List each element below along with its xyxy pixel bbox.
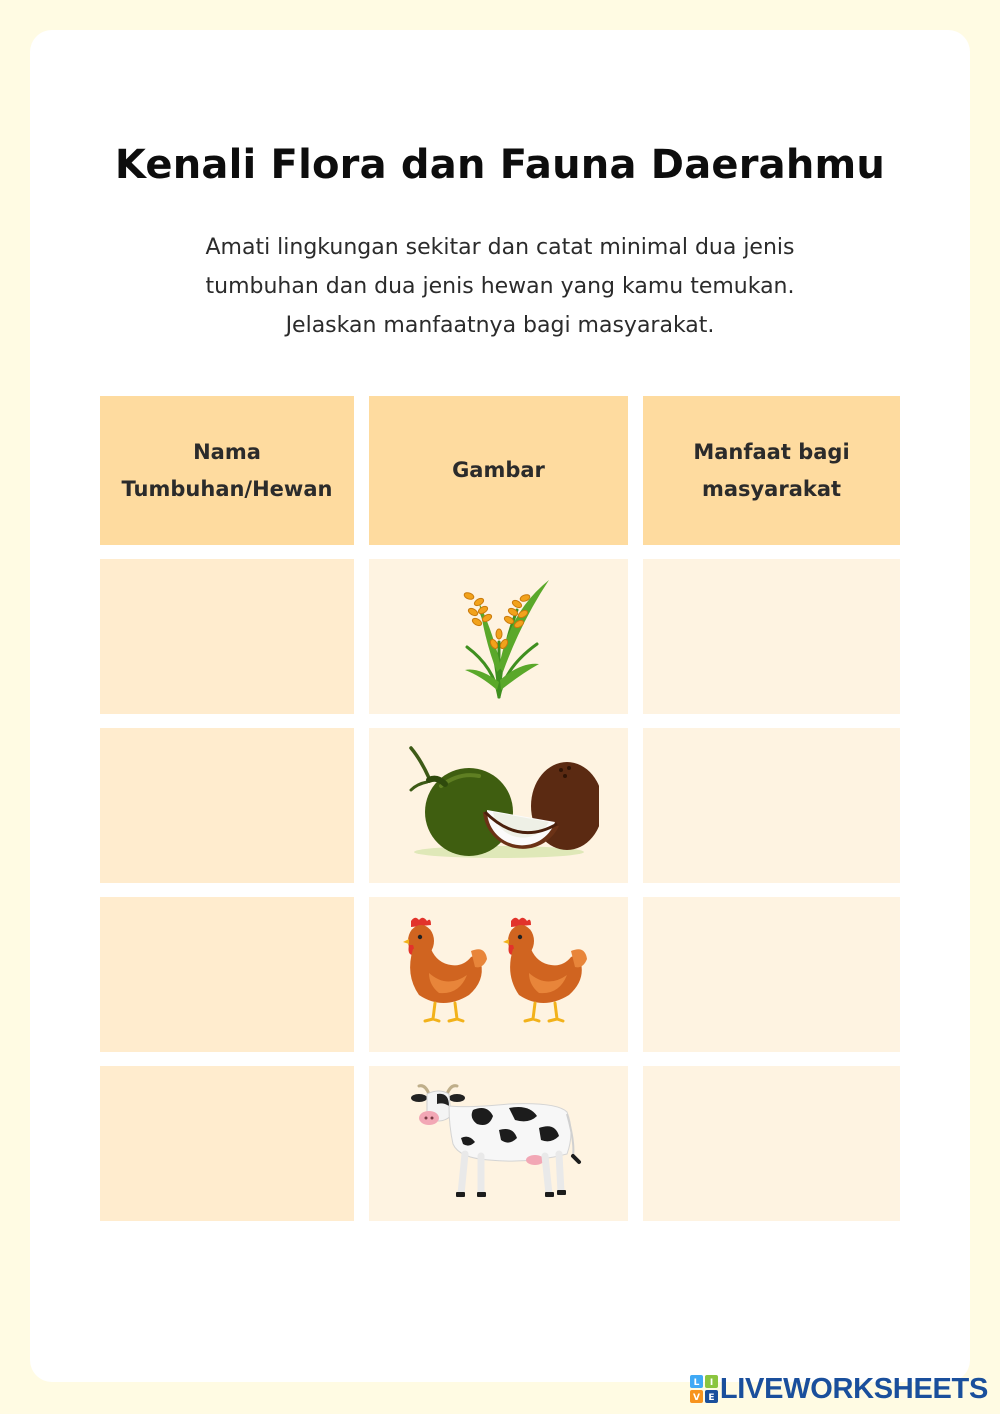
cow-icon (409, 1082, 589, 1206)
header-benefit-line: masyarakat (701, 476, 842, 501)
coconut-icon (399, 746, 599, 866)
instructions (150, 228, 850, 345)
benefit-input-cell[interactable] (643, 728, 900, 883)
picture-cell (369, 897, 628, 1052)
benefit-input-cell[interactable] (643, 897, 900, 1052)
instruction-line: tumbuhan dan dua jenis hewan yang kamu temukan. (205, 274, 795, 299)
liveworksheets-logo-icon (690, 1375, 718, 1403)
instruction-line: Jelaskan manfaatnya bagi masyarakat. (285, 313, 715, 338)
header-benefit (643, 396, 900, 545)
header-benefit-line: Manfaat bagi (693, 439, 850, 464)
picture-cell (369, 1066, 628, 1221)
rice-plant-icon (439, 572, 559, 702)
header-name (100, 396, 354, 545)
name-input-cell[interactable] (100, 897, 354, 1052)
page-title: Kenali Flora dan Fauna Daerahmu (114, 142, 886, 188)
liveworksheets-branding (690, 1372, 988, 1406)
svg-text:V: V (692, 1393, 700, 1403)
header-picture (369, 396, 628, 545)
name-input-cell[interactable] (100, 1066, 354, 1221)
chickens-icon (399, 915, 599, 1035)
picture-cell (369, 728, 628, 883)
instruction-line: Amati lingkungan sekitar dan catat minimal dua jenis (205, 235, 795, 260)
name-input-cell[interactable] (100, 559, 354, 714)
svg-text:E: E (708, 1393, 715, 1403)
benefit-input-cell[interactable] (643, 559, 900, 714)
svg-text:I: I (709, 1378, 714, 1388)
header-name-line: Tumbuhan/Hewan (121, 476, 333, 501)
header-picture-label: Gambar (452, 458, 545, 482)
name-input-cell[interactable] (100, 728, 354, 883)
benefit-input-cell[interactable] (643, 1066, 900, 1221)
header-name-line: Nama (193, 439, 261, 464)
picture-cell (369, 559, 628, 714)
branding-text: LIVEWORKSHEETS (719, 1372, 988, 1405)
svg-text:L: L (693, 1378, 700, 1388)
